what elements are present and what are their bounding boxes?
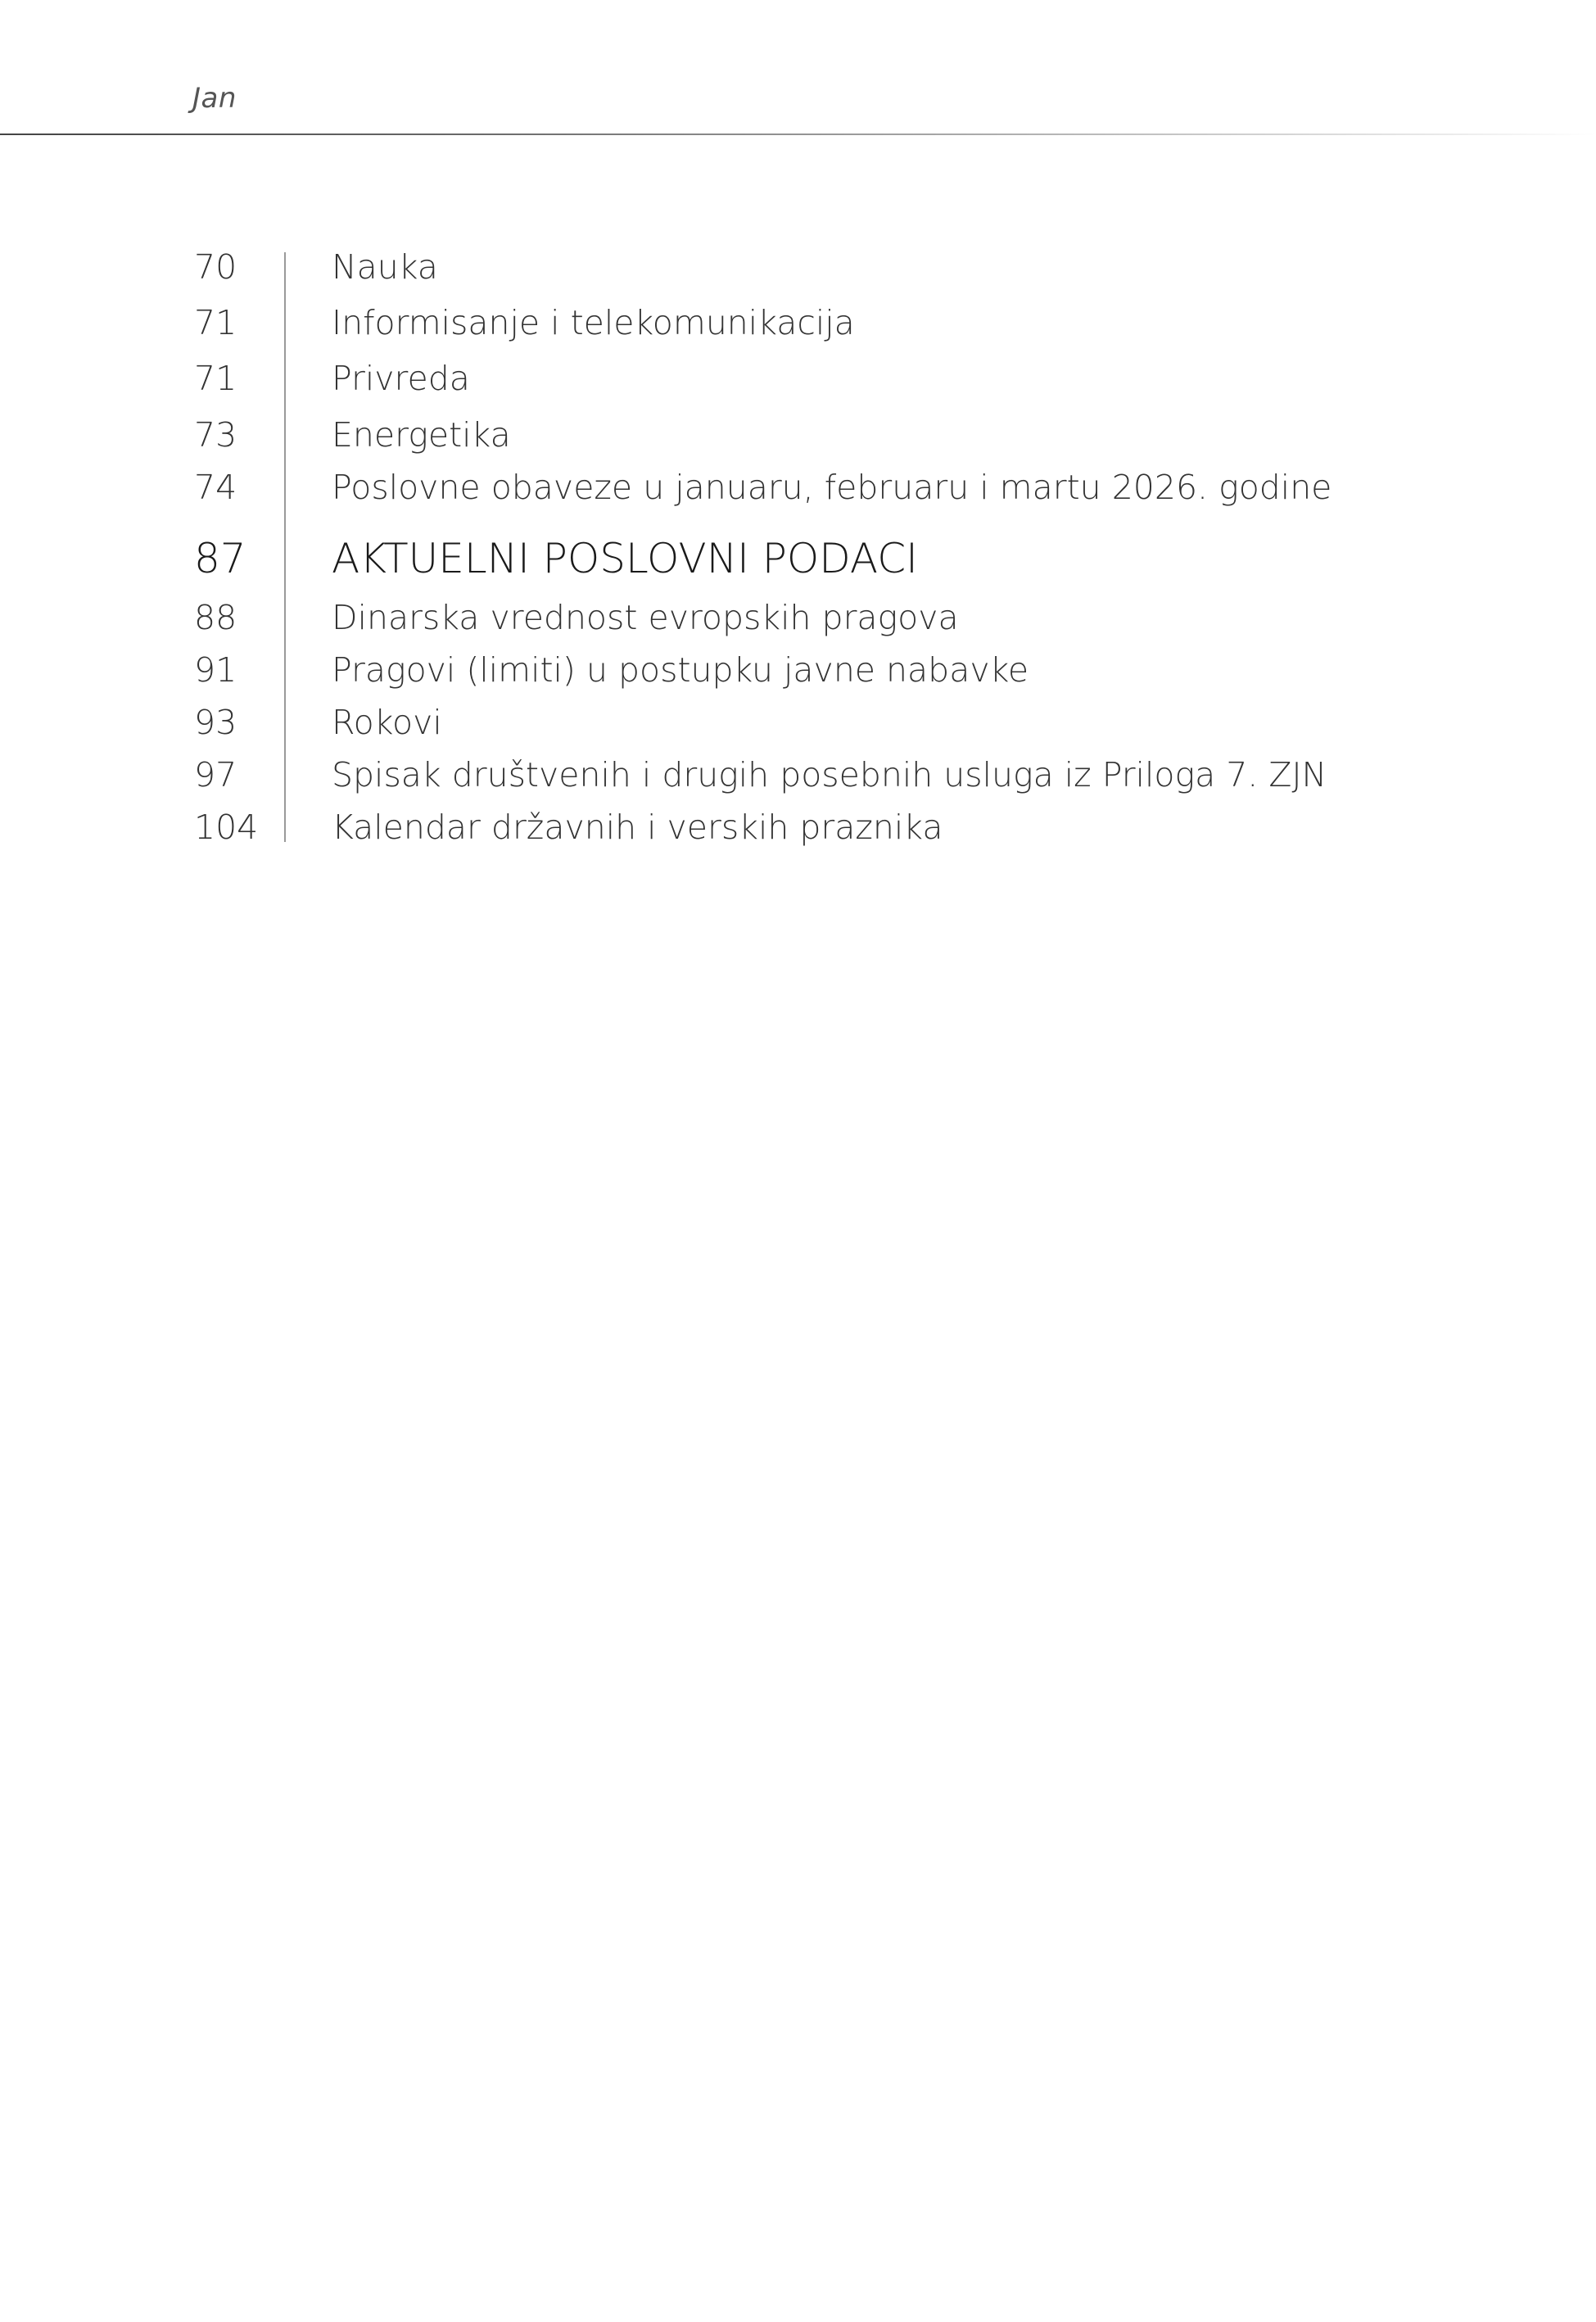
- toc-page-number: 74: [194, 468, 237, 507]
- toc-entry-pragovi[interactable]: [0, 645, 1596, 695]
- toc-entry-spisak-usluga[interactable]: [0, 750, 1596, 799]
- toc-page-number: 97: [194, 755, 237, 794]
- toc-entry-energetika[interactable]: [0, 410, 1596, 459]
- toc-page-number: 91: [194, 650, 237, 690]
- toc-entry-title: Kalendar državnih i verskih praznika: [332, 808, 943, 847]
- running-header: Jan: [192, 82, 237, 115]
- toc-page-number: 88: [194, 598, 237, 637]
- toc-entry-privreda[interactable]: [0, 354, 1596, 403]
- toc-entry-rokovi[interactable]: [0, 698, 1596, 747]
- toc-page-number: 70: [194, 247, 237, 287]
- toc-entry-title: Energetika: [332, 415, 511, 455]
- toc-entry-kalendar-praznika[interactable]: [0, 803, 1596, 852]
- toc-entry-title: Spisak društvenih i drugih posebnih usluga iz Priloga 7. ZJN: [332, 755, 1327, 794]
- toc-page-number: 71: [194, 303, 237, 342]
- toc-entry-title: Nauka: [332, 247, 438, 287]
- toc-entry-poslovne-obaveze[interactable]: [0, 463, 1596, 512]
- toc-entry-informisanje[interactable]: [0, 298, 1596, 347]
- toc-entry-title: Poslovne obaveze u januaru, februaru i martu 2026. godine: [332, 468, 1332, 507]
- toc-entry-title: Dinarska vrednost evropskih pragova: [332, 598, 959, 637]
- toc-page-number: 73: [194, 415, 237, 455]
- toc-page-number: 87: [194, 535, 246, 582]
- toc-page-number: 71: [194, 359, 237, 398]
- toc-page-number: 104: [194, 808, 259, 847]
- toc-entry-dinarska-vrednost[interactable]: [0, 593, 1596, 642]
- toc-entry-title: Pragovi (limiti) u postupku javne nabavke: [332, 650, 1029, 690]
- toc-entry-title: Privreda: [332, 359, 470, 398]
- toc-entry-title: Informisanje i telekomunikacija: [332, 303, 855, 342]
- toc-entry-title: Rokovi: [332, 703, 442, 742]
- toc-section-title: AKTUELNI POSLOVNI PODACI: [332, 535, 918, 582]
- toc-section-aktuelni-poslovni-podaci[interactable]: [0, 530, 1596, 582]
- toc-page-number: 93: [194, 703, 237, 742]
- toc-entry-nauka[interactable]: [0, 242, 1596, 292]
